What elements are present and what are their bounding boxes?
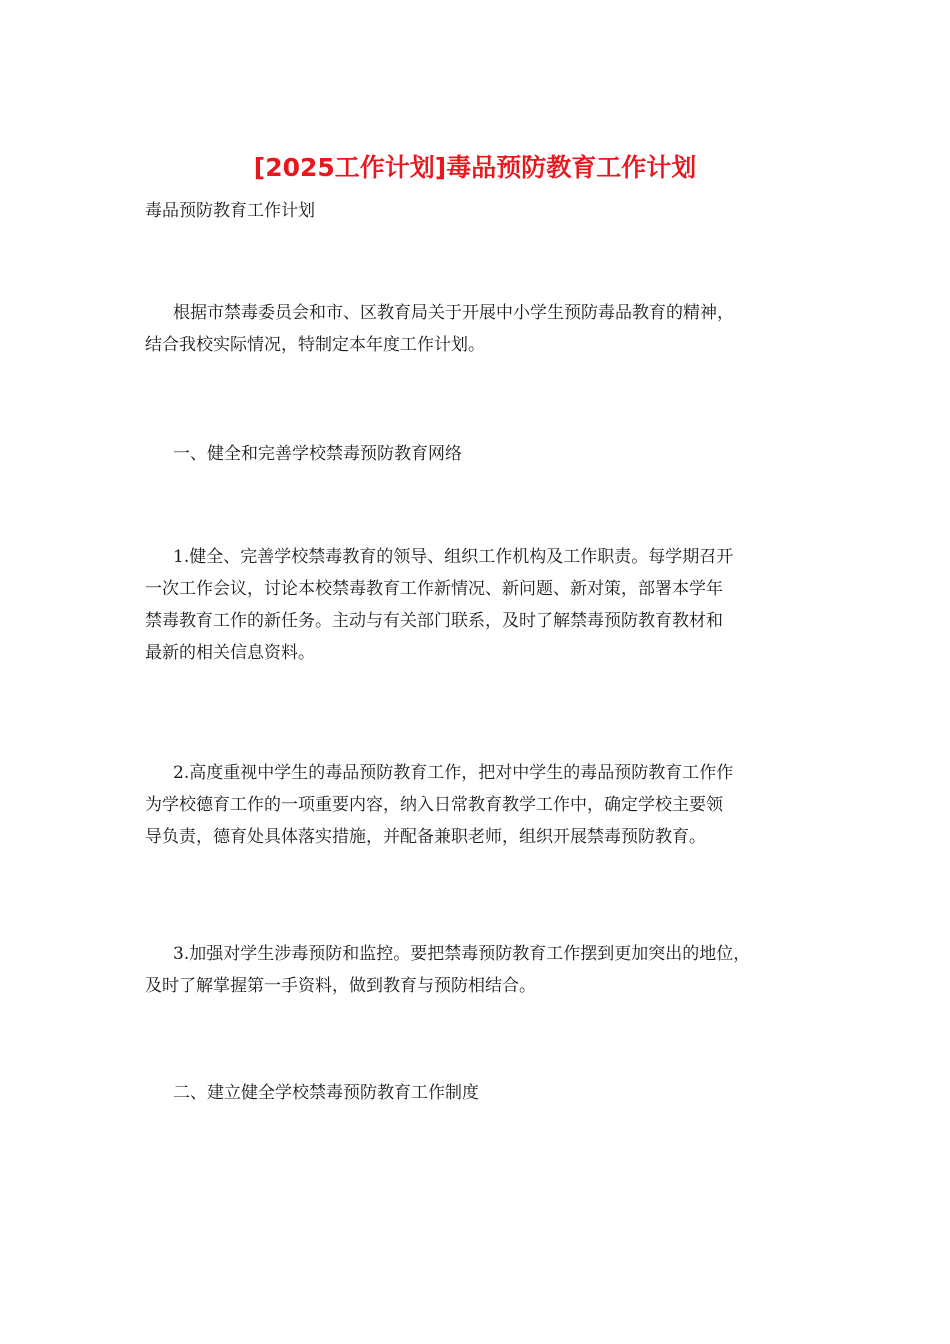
paragraph-item-1 bbox=[145, 541, 815, 669]
document-subtitle: 毒品预防教育工作计划 bbox=[145, 201, 315, 221]
paragraph-line: 禁毒教育工作的新任务。主动与有关部门联系，及时了解禁毒预防教育教材和 bbox=[145, 611, 723, 631]
paragraph-intro bbox=[145, 297, 815, 361]
section-heading-1 bbox=[145, 438, 815, 470]
paragraph-line: 最新的相关信息资料。 bbox=[145, 643, 315, 663]
paragraph-line: 根据市禁毒委员会和市、区教育局关于开展中小学生预防毒品教育的精神， bbox=[173, 303, 734, 323]
paragraph-line: 结合我校实际情况，特制定本年度工作计划。 bbox=[145, 335, 485, 355]
paragraph-line: 1.健全、完善学校禁毒教育的领导、组织工作机构及工作职责。每学期召开 bbox=[173, 547, 734, 567]
heading-line: 二、建立健全学校禁毒预防教育工作制度 bbox=[173, 1083, 479, 1103]
paragraph-item-3 bbox=[145, 938, 815, 1002]
document-title: [2025工作计划]毒品预防教育工作计划 bbox=[253, 153, 697, 182]
paragraph-line: 及时了解掌握第一手资料，做到教育与预防相结合。 bbox=[145, 976, 536, 996]
paragraph-line: 一次工作会议，讨论本校禁毒教育工作新情况、新问题、新对策，部署本学年 bbox=[145, 579, 723, 599]
paragraph-line: 2.高度重视中学生的毒品预防教育工作，把对中学生的毒品预防教育工作作 bbox=[173, 763, 734, 783]
paragraph-item-2 bbox=[145, 757, 815, 853]
paragraph-line: 3.加强对学生涉毒预防和监控。要把禁毒预防教育工作摆到更加突出的地位， bbox=[173, 944, 751, 964]
paragraph-line: 为学校德育工作的一项重要内容，纳入日常教育教学工作中，确定学校主要领 bbox=[145, 795, 723, 815]
section-heading-2 bbox=[145, 1077, 815, 1109]
heading-line: 一、健全和完善学校禁毒预防教育网络 bbox=[173, 444, 462, 464]
paragraph-line: 导负责，德育处具体落实措施，并配备兼职老师，组织开展禁毒预防教育。 bbox=[145, 827, 706, 847]
